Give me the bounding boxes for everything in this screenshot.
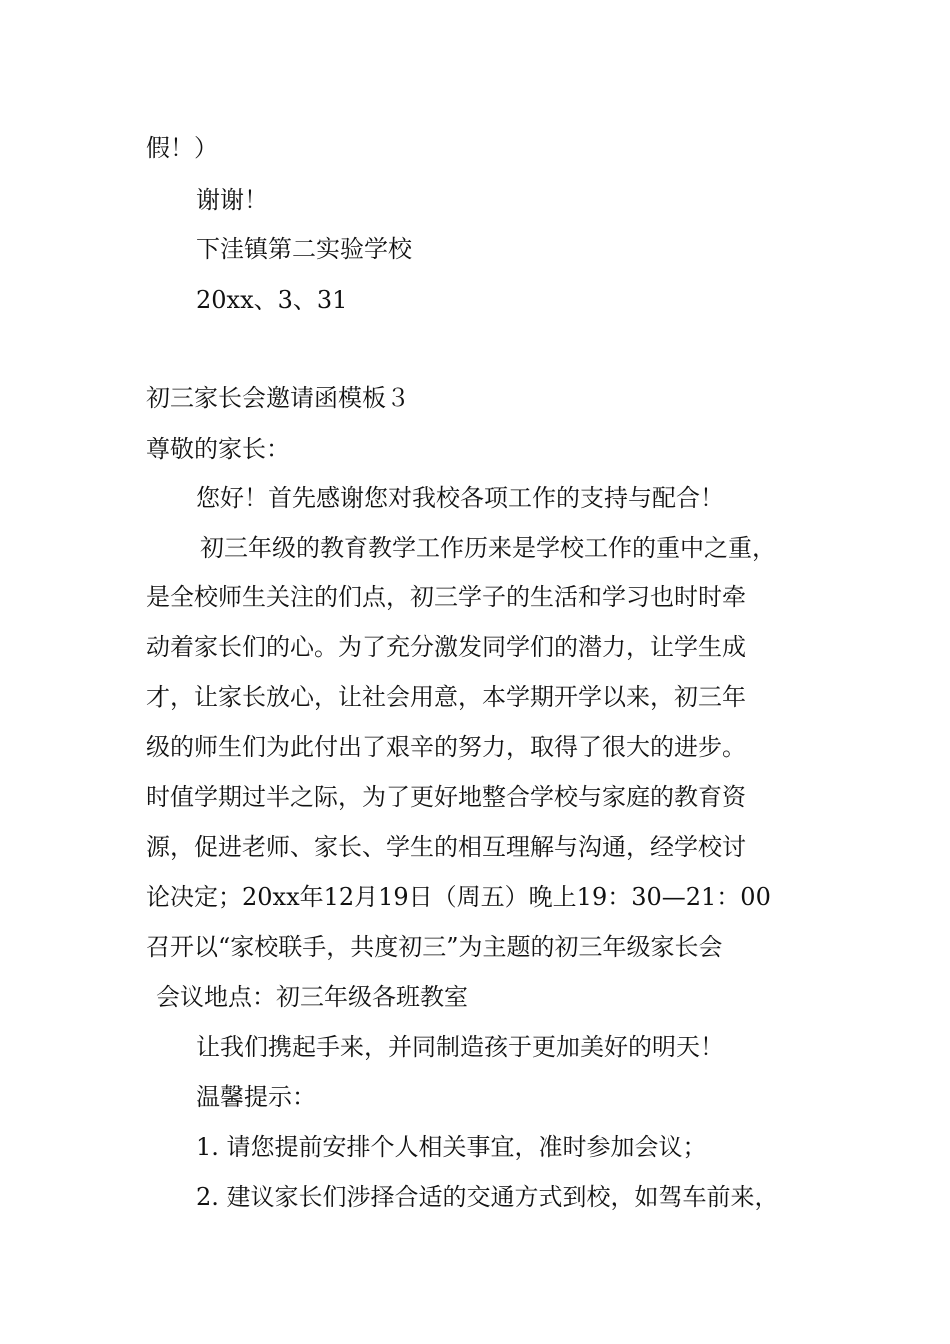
- body-line: 级的师生们为此付出了艰辛的努力，取得了很大的进步。: [146, 733, 746, 761]
- body-line: 动着家长们的心。为了充分激发同学们的潜力，让学生成: [146, 633, 746, 661]
- body-line: 是全校师生关注的们点，初三学子的生活和学习也时时牵: [146, 583, 746, 611]
- school-name: 下洼镇第二实验学校: [196, 235, 412, 263]
- body-line: 源，促进老师、家长、学生的相互理解与沟通，经学校讨: [146, 833, 746, 861]
- meeting-location: 会议地点：初三年级各班教室: [156, 983, 468, 1011]
- thanks-line: 谢谢！: [196, 186, 268, 214]
- letter-date: 20xx、3、31: [196, 286, 348, 314]
- salutation: 尊敬的家长：: [146, 435, 290, 463]
- body-line: 才，让家长放心，让社会用意，本学期开学以来，初三年: [146, 683, 746, 711]
- greeting: 您好！首先感谢您对我校各项工作的支持与配合！: [196, 484, 724, 512]
- paragraph-tail: 假！）: [146, 134, 218, 162]
- tip-item: 1. 请您提前安排个人相关事宜，准时参加会议；: [196, 1133, 707, 1161]
- body-line: 时值学期过半之际，为了更好地整合学校与家庭的教育资: [146, 783, 746, 811]
- tip-item: 2. 建议家长们涉择合适的交通方式到校，如驾车前来，: [196, 1183, 779, 1211]
- body-line: 召开以“家校联手，共度初三”为主题的初三年级家长会: [146, 933, 723, 961]
- body-line: 论决定；20xx年12月19日（周五）晚上19：30—21：00: [146, 883, 771, 911]
- body-line: 初三年级的教育教学工作历来是学校工作的重中之重，: [200, 534, 776, 562]
- section-title: 初三家长会邀请函模板３: [146, 384, 410, 412]
- tips-title: 温馨提示：: [196, 1083, 316, 1111]
- appeal-line: 让我们携起手来，并同制造孩于更加美好的明天！: [196, 1033, 724, 1061]
